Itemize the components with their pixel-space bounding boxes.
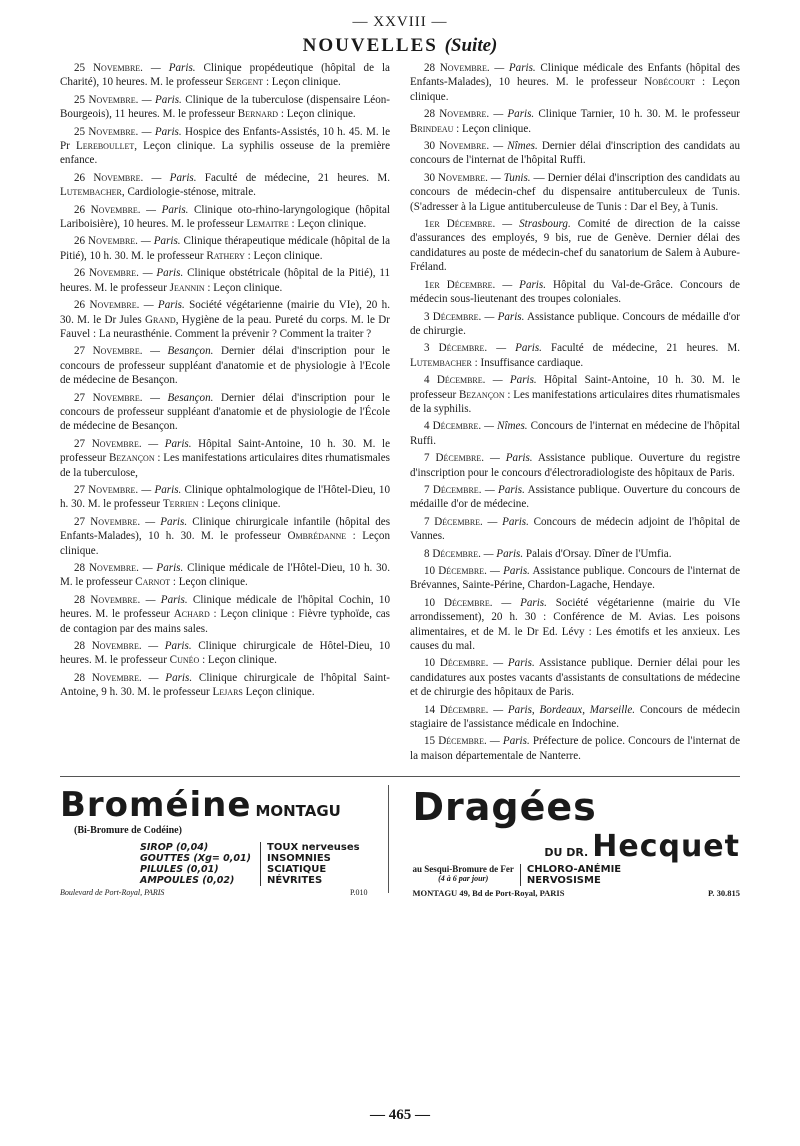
news-entry (410, 703, 740, 732)
entry-text: Clinique thérapeutique médicale (hôpital de la Pitié), 10 h. 30. M. le professeur (60, 235, 391, 262)
news-entry (410, 171, 740, 214)
entry-city: — Nîmes. (489, 140, 538, 153)
entry-date: 25 Novembre. (74, 62, 143, 74)
ad-bromeine-ref: P.010 (349, 888, 368, 898)
entry-text-end: : Leçon clinique. (204, 281, 283, 294)
entry-city: — Paris. (486, 735, 530, 748)
entry-professor: Bernard (237, 108, 279, 121)
entry-text-end: , Cardiologie-sténose, mitrale. (121, 186, 256, 199)
entry-text: Dernier délai d'inscription des candidats au concours de l'internat de l'hôpital Ruffi. (410, 140, 740, 167)
entry-city: — Paris. (486, 565, 530, 577)
entry-text: Concours de médecin adjoint de l'hôpital de Vannes. (410, 515, 740, 543)
entry-text-end: : Leçon clinique. (288, 218, 367, 231)
entry-city: — Paris. (489, 108, 535, 121)
news-entry (60, 203, 390, 232)
entry-text-end: : Leçon clinique. (170, 576, 248, 589)
entry-text-end: : Leçons clinique. (198, 498, 281, 511)
entry-date: 7 Décembre. (424, 483, 482, 496)
entry-city: — Paris. (138, 483, 182, 496)
entry-text: Société végétarienne (mairie du VIe arrondissement), 20 h. 30 : Conférence de M. Avias. Les poisons alimentaires, et de M. le Dr Ed. Lévy : Les émotifs et les anxieux. Les causes du mal. (410, 596, 740, 653)
news-entry (60, 61, 390, 90)
entry-date: 30 Novembre. (424, 140, 490, 153)
entry-date: 25 Novembre. (74, 93, 139, 106)
entry-city: — Paris. (138, 93, 182, 106)
news-entry (410, 564, 740, 593)
news-entry (60, 125, 390, 168)
entry-text-end: : Leçon clinique. (278, 108, 356, 121)
entry-date: 1er Décembre. (424, 278, 496, 291)
entry-text-end: , Leçon clinique. La syphilis osseuse de la première enfance. (60, 140, 390, 167)
news-entry (410, 341, 740, 370)
entry-city: — Paris. (482, 515, 529, 528)
entry-professor: Bezançon (458, 388, 505, 401)
entry-date: 28 Novembre. (74, 640, 142, 653)
entry-text: Clinique obstétricale (hôpital de la Pitié), 11 heures. M. le professeur (60, 267, 390, 294)
news-entry (410, 310, 740, 339)
entry-text-end: Leçon clinique. (242, 686, 315, 699)
entry-text: Préfecture de police. Concours de l'internat de la maison départementale de Nanterre. (410, 735, 740, 762)
entry-text: Concours de l'internat en médecine de l'hôpital Ruffi. (410, 420, 740, 447)
ad-bromeine-indic2: INSOMNIES (267, 853, 331, 865)
entry-text: Clinique propédeutique (hôpital de la Charité), 10 heures. M. le professeur (60, 62, 390, 89)
ad-bromeine-sirop: SIROP (0,04) (140, 842, 209, 854)
news-columns (60, 61, 740, 766)
entry-date: 30 Novembre. (424, 171, 488, 184)
entry-city: — Besançon. (142, 391, 214, 404)
entry-date: 26 Novembre. (74, 299, 140, 312)
section-title-text: NOUVELLES (302, 35, 438, 56)
entry-text: Clinique ophtalmologique de l'Hôtel-Dieu, 10 h. 30. M. le professeur (60, 483, 390, 511)
ad-bromeine-gouttes: GOUTTES (Xg= 0,01) (140, 853, 251, 865)
entry-professor: Lereboullet (75, 140, 135, 153)
entry-city: — Paris. (485, 374, 537, 387)
entry-city: — Paris. (481, 483, 525, 496)
news-entry (60, 391, 390, 434)
entry-professor: Terrien (162, 498, 199, 511)
entry-text: Clinique médicale des Enfants (hôpital des Enfants-Malades), 10 heures. M. le professeur (410, 62, 741, 89)
news-entry (410, 278, 740, 307)
entry-text: Palais d'Orsay. Dîner de l'Umfia. (523, 547, 672, 560)
news-entry (60, 344, 390, 387)
entry-date: 8 Décembre. (424, 547, 481, 560)
entry-text: Assistance publique. Ouverture du concours de médaille d'or de médecine. (410, 483, 740, 511)
ad-bromeine-subtitle: (Bi-Bromure de Codéine) (74, 825, 182, 837)
entry-city: — Paris. (137, 235, 181, 248)
entry-text: Faculté de médecine, 21 heures. M. (196, 171, 390, 184)
news-entry (410, 373, 740, 416)
entry-text-end: : Leçon clinique. (60, 530, 390, 557)
entry-professor: Jeannin (169, 281, 205, 294)
entry-professor: Nobécourt (644, 76, 695, 89)
entry-text: Hôpital Saint-Antoine, 10 h. 30. M. le professeur (60, 437, 390, 465)
entry-date: 27 Novembre. (74, 515, 141, 528)
entry-city: — Strasbourg. (495, 218, 571, 231)
ad-hecquet (389, 785, 741, 899)
entry-date: 28 Novembre. (424, 108, 490, 121)
news-entry (60, 483, 390, 512)
entry-professor: Rathery (206, 249, 245, 262)
entry-city: — Besançon. (142, 345, 214, 358)
entry-text-end: : Insuffisance cardiaque. (471, 356, 584, 369)
entry-text-end: : Leçon clinique : Fièvre typhoïde, cas de contagion par des mains sales. (60, 608, 390, 635)
entry-date: 28 Novembre. (74, 593, 141, 606)
page (60, 14, 740, 1134)
entry-text: Comité de direction de la caisse d'assurances des employés, 9 bis, rue de Genève. Dernier délai des candidatures au poste de médecin-chef du sanatorium de Salem à Aubure-Fréland. (410, 218, 741, 274)
entry-city: — Paris. (495, 278, 546, 291)
ad-hecquet-indic1: CHLORO-ANÉMIE (526, 864, 622, 876)
entry-city: — Paris. (140, 593, 188, 606)
ad-bromeine-indic4: NÉVRITES (267, 875, 323, 887)
entry-city: — Paris. (143, 171, 197, 184)
ad-bromeine-indic3: SCIATIQUE (267, 864, 327, 876)
news-entry (410, 107, 740, 136)
news-entry (60, 515, 390, 558)
entry-city: — Paris. (141, 437, 192, 450)
entry-city: — Tunis. (487, 171, 531, 184)
news-entry (410, 483, 740, 512)
news-entry (410, 656, 740, 699)
entry-text: Concours de médecin stagiaire de l'assistance médicale en Indochine. (410, 703, 740, 731)
entry-text: Dernier délai d'inscription pour le concours de professeur suppléant d'anatomie et de physiologie à l'Ecole de médecine de Besançon. (60, 345, 390, 387)
news-entry (60, 561, 390, 590)
section-title (60, 35, 740, 57)
entry-text: Hôpital Saint-Antoine, 10 h. 30. M. le professeur (410, 374, 740, 401)
divider (60, 776, 740, 777)
entry-text-end: : Leçon clinique. (453, 122, 532, 135)
entry-date: 7 Décembre. (424, 515, 483, 528)
news-entry (60, 93, 390, 122)
entry-text-end: , Hygiène de la peau. Pureté du corps. M. le Dr Fauvel : La neurasthénie. Comment la prévenir ? Comment la traiter ? (60, 313, 390, 340)
entry-professor: Lejars (212, 686, 243, 699)
entry-city: — Paris. (487, 342, 542, 355)
entry-text-end: : Les manifestations articulaires dites rhumatismales de la tuberculose, (60, 452, 390, 479)
entry-professor: Brindeau (410, 122, 454, 135)
news-entry (60, 234, 390, 263)
ad-hecquet-ref: P. 30.815 (707, 888, 740, 899)
entry-text: Clinique chirurgicale de Hôtel-Dieu, 10 heures. M. le professeur (60, 640, 391, 667)
news-entry (410, 515, 740, 544)
news-entry (60, 171, 390, 200)
entry-text: Société végétarienne (mairie du VIe), 20 h. 30. M. le Dr Jules (60, 299, 390, 326)
entry-city: — Paris. (140, 203, 189, 216)
entry-professor: Grand (145, 313, 176, 326)
entry-date: 27 Novembre. (74, 483, 139, 496)
entry-text: Clinique chirurgicale infantile (hôpital des Enfants-Malades), 10 h. 30. M. le professeur (60, 515, 391, 543)
entry-text: Hôpital du Val-de-Grâce. Concours de médecin sous-lieutenant des troupes coloniales. (410, 278, 740, 306)
entry-city: — Paris. (481, 310, 525, 323)
entry-date: 10 Décembre. (424, 565, 487, 577)
entry-text: Faculté de médecine, 21 heures. M. (541, 342, 741, 355)
entry-text: Hospice des Enfants-Assistés, 10 h. 45. M. le Pr (60, 125, 390, 153)
ad-hecquet-sub2: (4 à 6 par jour) (438, 874, 489, 884)
entry-date: 10 Décembre. (424, 596, 493, 609)
entry-date: 28 Novembre. (424, 62, 490, 74)
entry-city: — Paris. (138, 562, 184, 574)
ad-hecquet-indic2: NERVOSISME (526, 875, 601, 887)
entry-date: 7 Décembre. (424, 452, 485, 465)
entry-city: — Paris. (138, 125, 182, 138)
news-entry (60, 671, 390, 700)
news-entry (60, 266, 390, 295)
ad-bromeine-indic1: TOUX nerveuses (267, 842, 360, 854)
entry-city: — Paris. (140, 515, 188, 528)
entry-date: 15 Décembre. (424, 735, 487, 748)
entry-professor: Cunéo (169, 654, 200, 667)
entry-city: — Paris. (141, 671, 193, 684)
entry-date: 1er Décembre. (424, 218, 496, 231)
news-entry (410, 596, 740, 654)
entry-professor: Achard (173, 608, 210, 621)
advertisements (60, 785, 740, 899)
entry-date: 10 Décembre. (424, 657, 489, 670)
news-entry (410, 451, 740, 480)
entry-text: Assistance publique. Ouverture du registre d'inscription pour le concours d'électroradiologiste des hôpitaux de Paris. (410, 452, 740, 479)
entry-date: 26 Novembre. (74, 203, 141, 216)
entry-text: Assistance publique. Concours de l'internat de Brévannes, Sainte-Périne, Chardon-Lagache, Hendaye. (410, 565, 740, 592)
entry-city: — Paris. (142, 62, 196, 74)
entry-text-end: : Leçon clinique. (263, 76, 341, 89)
entry-professor: Ombrédanne (287, 530, 347, 543)
entry-city: — Paris, Bordeaux, Marseille. (488, 703, 636, 716)
news-entry (410, 419, 740, 448)
entry-text-end: : Leçon clinique. (199, 654, 277, 667)
entry-date: 26 Novembre. (74, 235, 138, 248)
ad-bromeine-pilules: PILULES (0,01) (140, 864, 219, 876)
ad-bromeine (60, 785, 389, 898)
ad-hecquet-du: DU DR. (544, 846, 589, 860)
entry-text-end: : Les manifestations articulaires dites rhumatismales de la syphilis. (410, 388, 740, 415)
news-entry (410, 61, 740, 104)
entry-date: 14 Décembre. (424, 703, 489, 716)
page-number: — 465 — (370, 1107, 430, 1123)
ad-hecquet-sub1: au Sesqui-Bromure de Fer (412, 864, 514, 875)
entry-date: 27 Novembre. (74, 391, 143, 404)
news-entry (410, 734, 740, 763)
entry-date: 4 Décembre. (424, 374, 486, 387)
entry-city: — Paris. (141, 640, 192, 653)
ad-hecquet-address: MONTAGU 49, Bd de Port-Royal, PARIS (412, 888, 565, 899)
entry-city: — Paris. (489, 62, 536, 74)
ad-hecquet-brand1: Dragées (412, 785, 597, 830)
entry-date: 25 Novembre. (74, 125, 139, 138)
ad-bromeine-ampoules: AMPOULES (0,02) (140, 875, 235, 887)
entry-city: — Paris. (492, 596, 547, 609)
entry-professor: Lutembacher (410, 356, 472, 369)
entry-professor: Carnot (135, 576, 171, 589)
entry-professor: Sergent (225, 76, 264, 89)
entry-text: — Dernier délai d'inscription des candidats au concours de médecin-chef du dispensaire antituberculeux de Tunis. (S'adresser à la Ligue antituberculeuse de Tunis : Dar el Bey, à Tunis. (410, 171, 740, 213)
entry-text: Clinique chirurgicale de l'hôpital Saint-Antoine, 9 h. 30. M. le professeur (60, 671, 390, 699)
ad-bromeine-address: Boulevard de Port-Royal, PARIS (60, 888, 165, 898)
entry-professor: Bezançon (108, 452, 155, 465)
entry-city: — Paris. (138, 267, 184, 280)
right-column (410, 61, 740, 766)
news-entry (410, 547, 740, 561)
entry-text: Assistance publique. Dernier délai pour les candidatures aux postes vacants d'assistants de consultations de médecine et de chirurgie des hôpitaux de Paris. (410, 657, 740, 699)
entry-text: Clinique médicale de l'Hôtel-Dieu, 10 h. 30. M. le professeur (60, 562, 390, 589)
ad-hecquet-brand2: Hecquet (592, 829, 740, 865)
entry-text: Clinique de la tuberculose (dispensaire Léon-Bourgeois), 11 heures. M. le professeur (60, 93, 390, 121)
entry-date: 27 Novembre. (74, 437, 142, 450)
entry-text: Clinique Tarnier, 10 h. 30. M. le professeur (534, 108, 740, 121)
entry-date: 28 Novembre. (74, 562, 139, 574)
left-column (60, 61, 390, 766)
entry-date: 27 Novembre. (74, 345, 143, 358)
section-title-suite: (Suite) (444, 35, 498, 56)
entry-date: 26 Novembre. (74, 171, 144, 184)
news-entry (60, 298, 390, 341)
news-entry (60, 437, 390, 480)
entry-date: 26 Novembre. (74, 267, 139, 280)
entry-city: — Nîmes. (481, 420, 528, 433)
news-entry (60, 639, 390, 668)
entry-city: — Paris. (484, 452, 533, 465)
entry-professor: Lemaitre (246, 218, 289, 231)
entry-city: — Paris. (480, 547, 524, 560)
entry-city: — Paris. (139, 299, 185, 312)
entry-date: 3 Décembre. (424, 310, 482, 323)
ad-bromeine-suffix: MONTAGU (255, 802, 341, 821)
entry-text: Clinique oto-rhino-laryngologique (hôpital Lariboisière), 10 heures. M. le professeur (60, 203, 391, 231)
entry-text-end: : Leçon clinique. (410, 76, 740, 103)
entry-professor: Lutembacher (60, 186, 122, 199)
entry-text-end: : Leçon clinique. (244, 249, 323, 262)
entry-date: 28 Novembre. (74, 671, 142, 684)
news-entry (60, 593, 390, 636)
ad-bromeine-brand: Broméine (60, 785, 252, 826)
page-header-roman: — XXVIII — (352, 14, 448, 30)
news-entry (410, 139, 740, 168)
news-entry (410, 217, 740, 275)
entry-date: 4 Décembre. (424, 420, 482, 433)
entry-date: 3 Décembre. (424, 342, 488, 355)
entry-text: Assistance publique. Concours de médaille d'or de chirurgie. (410, 310, 740, 337)
entry-text: Dernier délai d'inscription pour le concours de professeur suppléant d'anatomie et de physiologie de l'École de médecine de Besançon. (60, 391, 390, 433)
entry-text: Clinique médicale de l'hôpital Cochin, 10 heures. M. le professeur (60, 593, 391, 621)
entry-city: — Paris. (488, 657, 535, 670)
